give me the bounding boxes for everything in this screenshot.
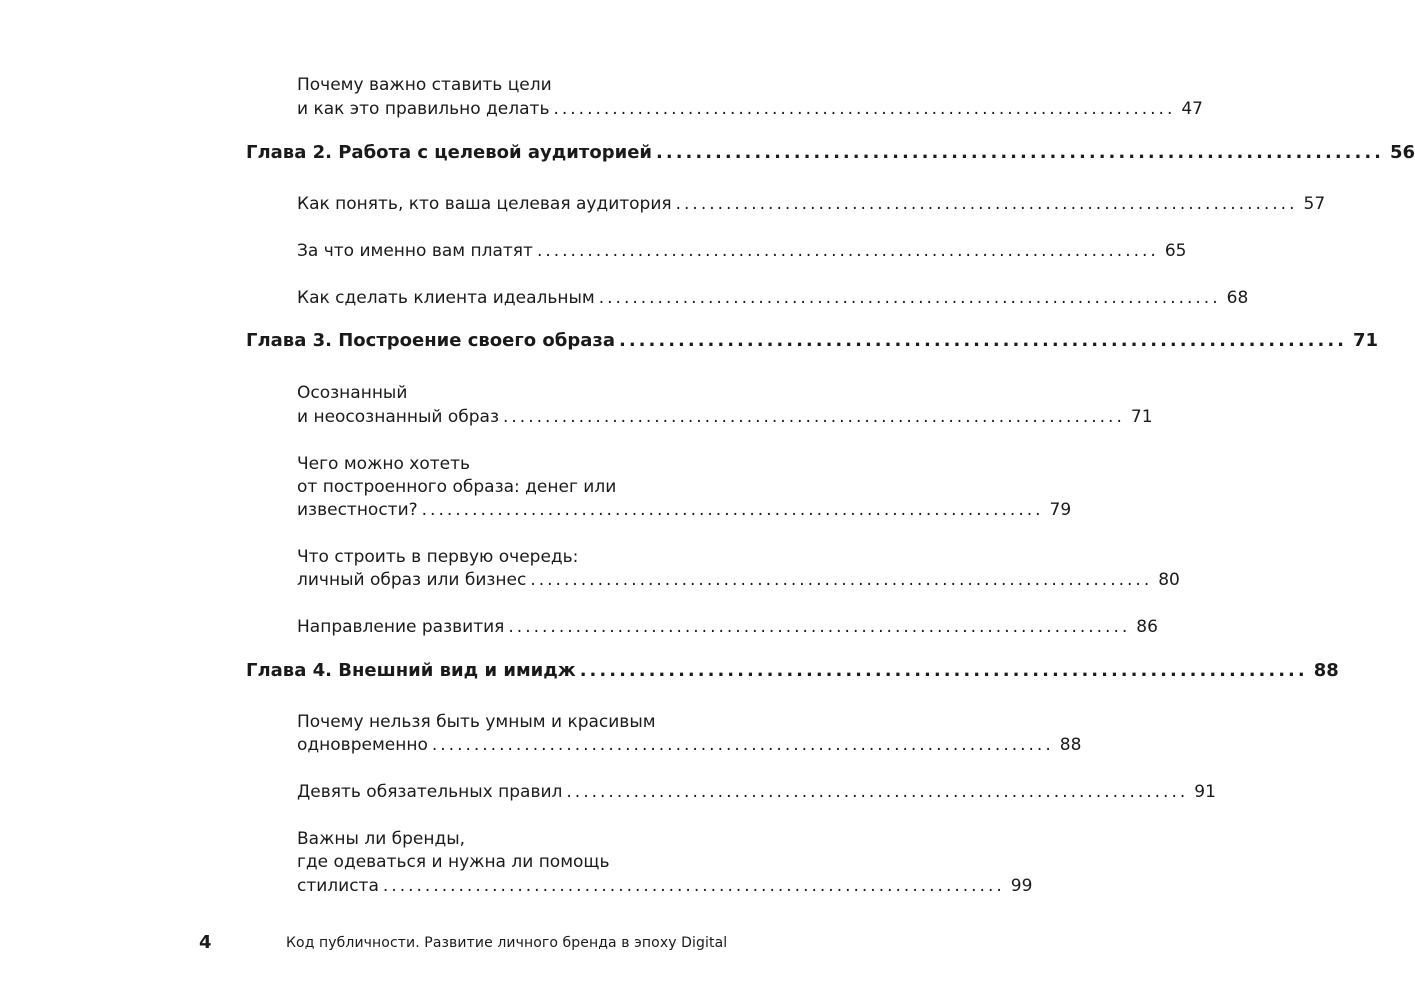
toc-entry[interactable] [297,239,1187,263]
toc-chapter[interactable] [246,141,1415,165]
toc-page-number: 57 [1303,194,1326,214]
toc-page-number: 71 [1130,407,1153,427]
toc-page-number: 71 [1353,330,1379,351]
dot-leader: .......................................................................... [502,407,1125,427]
toc-page-number: 68 [1226,288,1249,308]
toc-page-number: 65 [1164,241,1187,261]
toc-entry-title: Как сделать клиента идеальным [297,288,595,308]
toc-entry-line: где одеваться и нужна ли помощь [297,852,610,872]
toc-entry[interactable] [297,780,1216,804]
toc-page-number: 79 [1049,500,1072,520]
toc-entry-title: одновременно [297,735,428,755]
toc-page-number: 88 [1313,660,1339,681]
toc-entry-title: личный образ или бизнес [297,570,527,590]
dot-leader: .......................................................................... [530,570,1153,590]
toc-page-number: 99 [1010,876,1033,896]
dot-leader: .......................................................................... [566,782,1189,802]
toc-page-number: 91 [1194,782,1216,802]
dot-leader: .......................................................................... [421,500,1044,520]
dot-leader: .......................................................................... [598,288,1221,308]
toc-page-number: 88 [1059,735,1082,755]
toc-chapter-title: Глава 3. Построение своего образа [246,330,615,351]
toc-entry[interactable] [297,615,1158,639]
toc-entry-title: и как это правильно делать [297,99,550,119]
toc-entry-title: За что именно вам платят [297,241,533,261]
toc-entry-title: известности? [297,500,418,520]
toc-chapter-title: Глава 2. Работа с целевой аудиторией [246,142,653,163]
toc-entry-line: Чего можно хотеть [297,454,471,474]
toc-chapter[interactable] [246,329,1379,353]
toc-entry-line: Важны ли бренды, [297,829,466,849]
toc-entry-line: от построенного образа: денег или [297,477,617,497]
dot-leader: .......................................................................... [536,241,1159,261]
toc-entry[interactable] [297,97,1203,121]
toc-page-number: 86 [1136,617,1158,637]
dot-leader: .......................................................................... [619,330,1348,351]
toc-entry-line: Что строить в первую очередь: [297,547,579,567]
toc-entry-title: стилиста [297,876,379,896]
dot-leader: .......................................................................... [508,617,1131,637]
dot-leader: .......................................................................... [431,735,1054,755]
toc-page-number: 47 [1181,99,1203,119]
toc-entry[interactable] [297,405,1153,429]
toc-page-number: 80 [1158,570,1180,590]
toc-entry-line: Почему нельзя быть умным и красивым [297,712,656,732]
toc-entry-line: Почему важно ставить цели [297,75,552,95]
dot-leader: .......................................................................... [553,99,1176,119]
dot-leader: .......................................................................... [579,660,1308,681]
dot-leader: .......................................................................... [675,194,1298,214]
toc-chapter[interactable] [246,659,1339,683]
toc-entry[interactable] [297,286,1249,310]
toc-entry-title: Девять обязательных правил [297,782,563,802]
toc-entry[interactable] [297,874,1033,898]
toc-entry-line: Осознанный [297,383,408,403]
toc-entry[interactable] [297,568,1180,592]
toc-entry[interactable] [297,192,1326,216]
toc-entry-title: и неосознанный образ [297,407,499,427]
footer-book-title: Код публичности. Развитие личного бренда в эпоху Digital [286,935,728,951]
toc-page-number: 56 [1390,142,1415,163]
toc-entry-title: Как понять, кто ваша целевая аудитория [297,194,672,214]
dot-leader: .......................................................................... [656,142,1385,163]
toc-chapter-title: Глава 4. Внешний вид и имидж [246,660,576,681]
toc-entry[interactable] [297,733,1082,757]
footer-page-number: 4 [199,932,212,953]
toc-entry-title: Направление развития [297,617,505,637]
dot-leader: .......................................................................... [382,876,1005,896]
toc-entry[interactable] [297,498,1072,522]
